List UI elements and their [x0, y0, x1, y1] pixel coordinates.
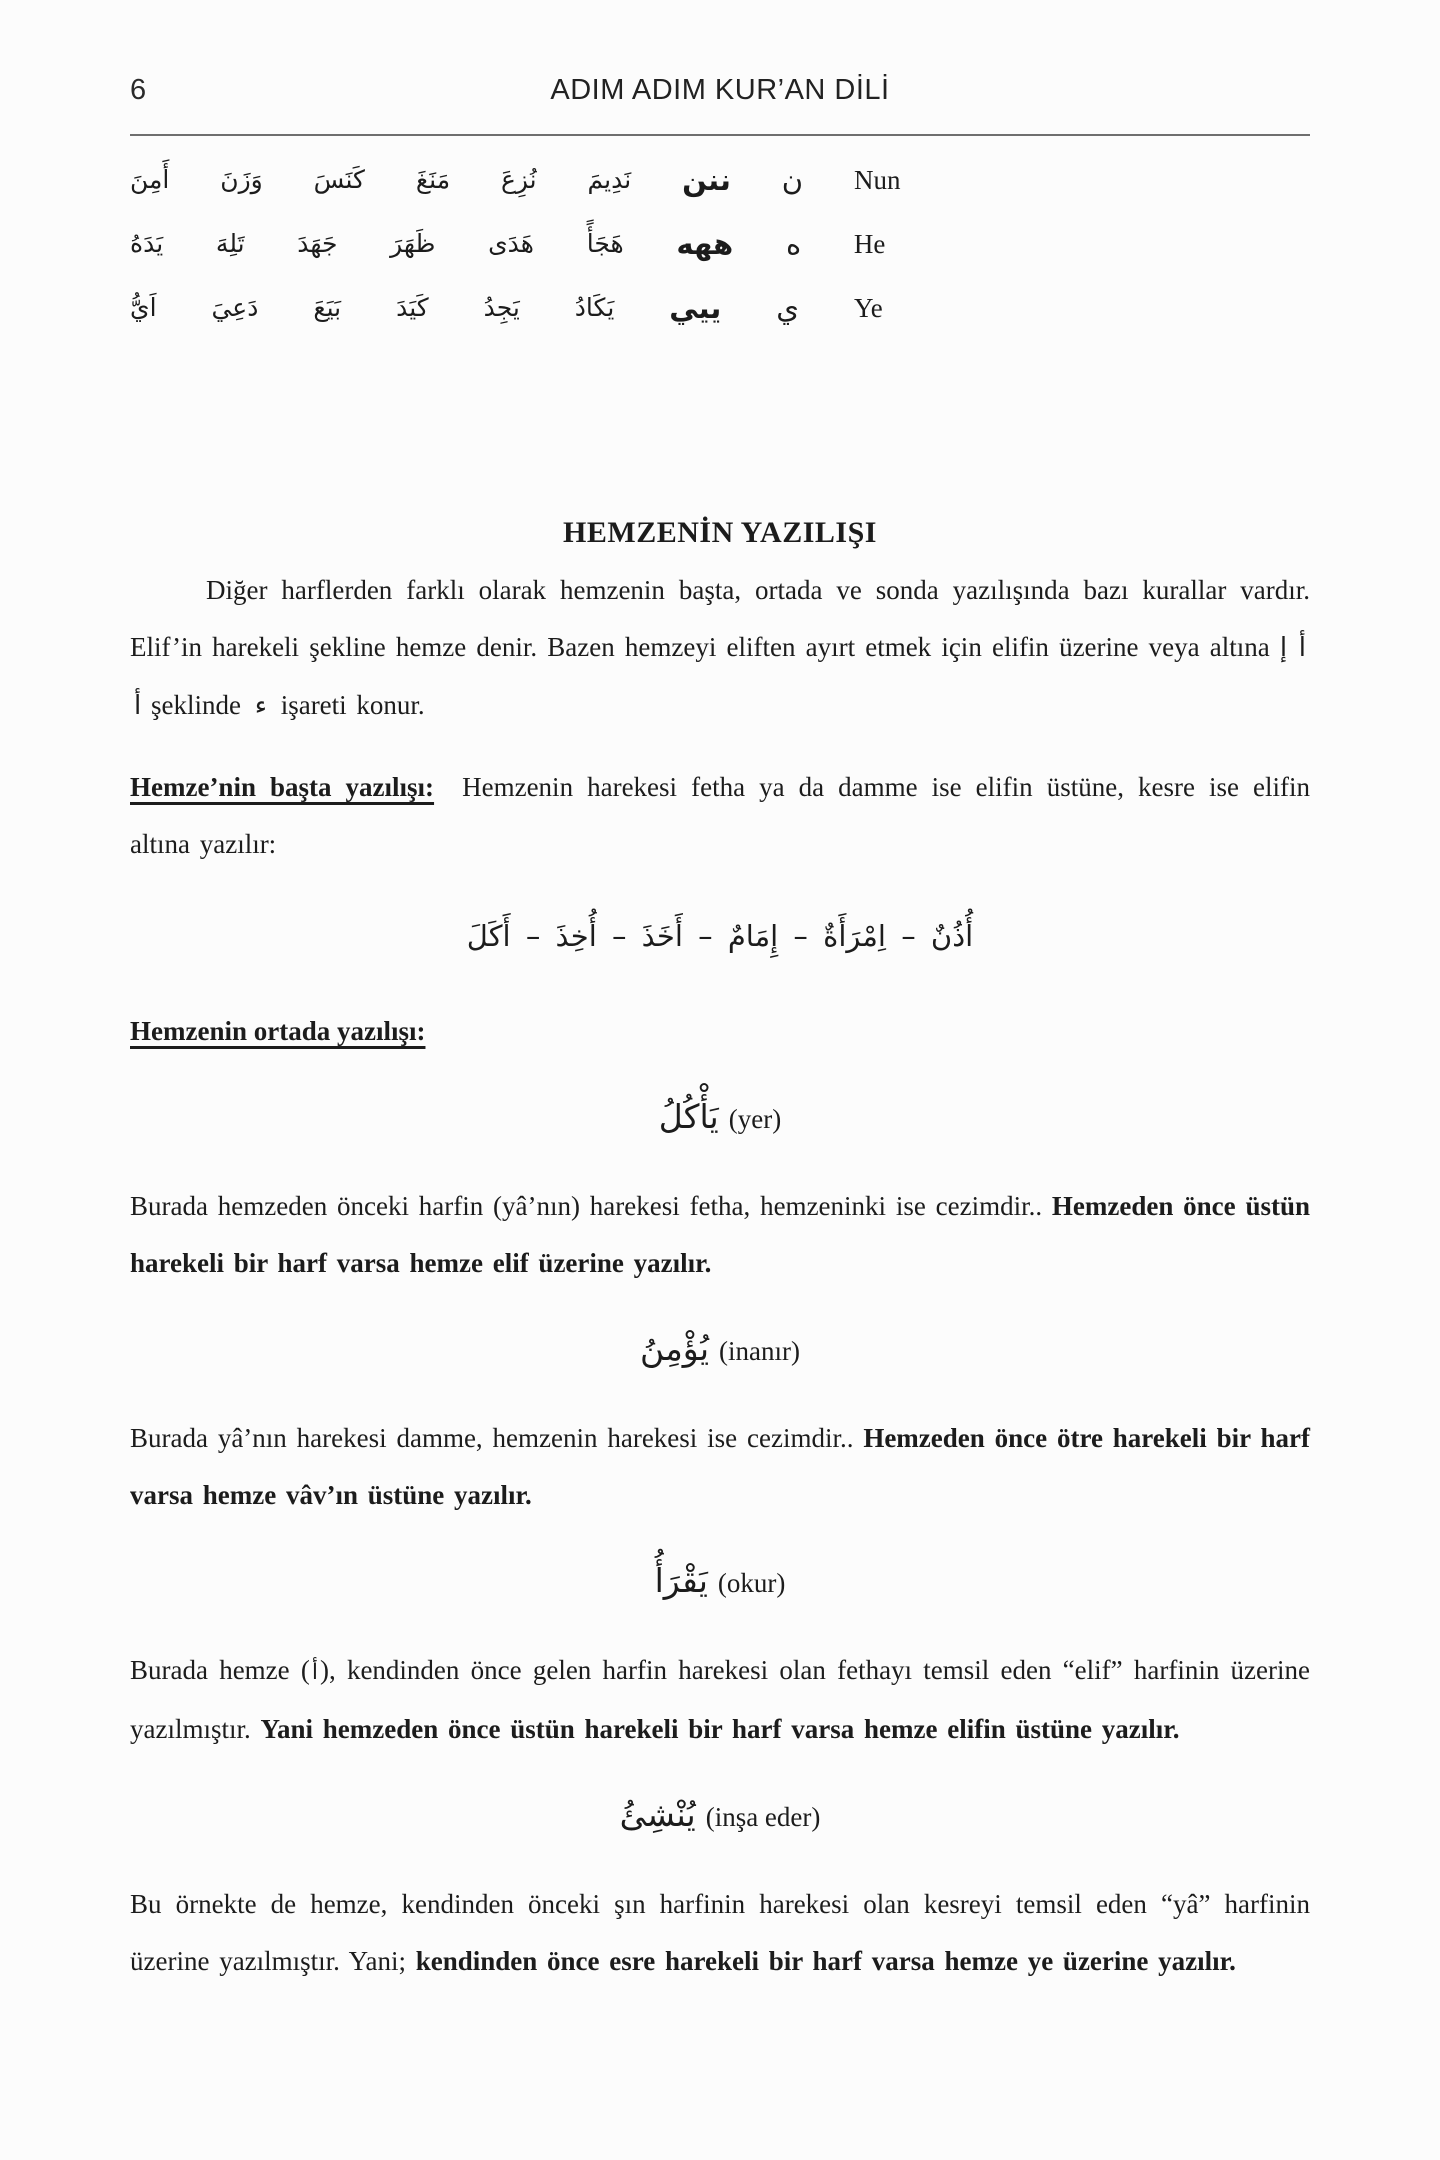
example-word: نَدِيمَ: [587, 165, 632, 194]
example-okur: [130, 1544, 1310, 1618]
explanation-rule-bold: kendinden önce esre harekeli bir harf varsa hemze ye üzerine yazılır.: [415, 1946, 1236, 1976]
inline-arabic-hamza-forms: أ إ أ: [134, 633, 1307, 721]
inline-arabic-alif-hamza: أ: [311, 1660, 318, 1685]
example-gloss: (okur): [717, 1568, 786, 1598]
example-word: يَكَادُ: [574, 293, 615, 322]
explanation-text: Burada hemzeden önceki harfin (yâ’nın) harekesi fetha, hemzeninki ise cezimdir..: [130, 1191, 1043, 1221]
example-word: يَدَهُ: [130, 229, 164, 258]
example-arabic-word: يُنْشِئُ: [619, 1795, 696, 1834]
letter-name-label: Ye: [853, 292, 883, 323]
example-word: كَنَسَ: [313, 165, 365, 194]
basta-text: Hemzenin harekesi fetha ya da damme ise elifin üstüne, kesre ise elifin altına yazılır:: [130, 772, 1310, 859]
explanation-text: Burada yâ’nın harekesi damme, hemzenin harekesi ise cezimdir..: [130, 1423, 854, 1453]
inline-arabic-hamza-sign: ء: [254, 691, 267, 721]
example-insa-eder: [130, 1778, 1310, 1852]
example-word: دَعِيَ: [211, 293, 259, 322]
example-arabic-word: يَقْرَأُ: [654, 1561, 708, 1600]
explanation-text: Burada hemze (: [130, 1655, 310, 1685]
example-word: جَهَدَ: [297, 229, 338, 258]
example-word: مَنَغَ: [415, 165, 451, 194]
example-word: أَمِنَ: [130, 165, 170, 194]
section-title: HEMZENİN YAZILIŞI: [563, 516, 877, 549]
intro-text-3: işareti konur.: [280, 690, 425, 720]
example-word: نُزِعَ: [500, 165, 537, 194]
example-inanir: [130, 1312, 1310, 1386]
example-word: تَلِهَ: [215, 229, 245, 258]
example-word: يَجِدُ: [483, 293, 520, 322]
page-number: 6: [130, 74, 147, 106]
header-rule: [130, 134, 1310, 136]
letter-name-label: Nun: [853, 164, 901, 195]
arabic-letter: ي: [776, 291, 799, 325]
intro-text-2: şeklinde: [150, 690, 241, 720]
explanation-rule-bold: Yani hemzeden önce üstün harekeli bir harf varsa hemze elifin üstüne yazılır.: [260, 1714, 1180, 1744]
letter-name-label: He: [853, 228, 886, 259]
basta-paragraph: [130, 759, 1310, 873]
example-gloss: (yer): [728, 1104, 782, 1134]
arabic-letter-triple: ننن: [682, 163, 731, 197]
table-row-he: [130, 212, 912, 276]
explanation-paragraph-3: [130, 1642, 1310, 1758]
intro-paragraph: [130, 562, 1310, 735]
ortada-heading-row: [130, 1003, 1310, 1060]
letter-practice-table: [130, 148, 912, 340]
explanation-text: ), kendinden önce gelen harfin harekesi olan fethayı temsil eden “elif” harfinin üzerine yazılmıştır.: [130, 1655, 1310, 1744]
example-word: هَجَأً: [586, 229, 624, 258]
page-header: [130, 0, 1310, 118]
explanation-rule-bold: Hemzeden önce ötre harekeli bir harf varsa hemze vâv’ın üstüne yazılır.: [130, 1423, 1310, 1510]
arabic-letter-triple: ييي: [669, 291, 722, 325]
example-arabic-word: يَأْكُلُ: [658, 1097, 719, 1136]
example-word: كَيَدَ: [396, 293, 429, 322]
arabic-letter: ن: [781, 163, 804, 197]
explanation-paragraph-2: [130, 1410, 1310, 1524]
basta-heading: Hemze’nin başta yazılışı:: [130, 772, 435, 802]
example-gloss: (inşa eder): [705, 1802, 821, 1832]
arabic-letter-triple: ههه: [676, 227, 734, 261]
explanation-text: Bu örnekte de hemze, kendinden önceki şın harfinin harekesi olan kesreyi temsil eden “yâ” harfinin üzerine yazılmıştır. Yani;: [130, 1889, 1310, 1976]
table-row-ye: [130, 276, 912, 340]
example-arabic-word: يُؤْمِنُ: [640, 1329, 710, 1368]
header-title: ADIM ADIM KUR’AN DİLİ: [550, 74, 890, 106]
example-yer: [130, 1080, 1310, 1154]
example-word: ظَهَرَ: [390, 229, 436, 258]
explanation-rule-bold: Hemzeden önce üstün harekeli bir harf varsa hemze elif üzerine yazılır.: [130, 1191, 1311, 1278]
table-row-nun: [130, 148, 912, 212]
ortada-heading: Hemzenin ortada yazılışı:: [130, 1016, 426, 1046]
explanation-paragraph-1: [130, 1178, 1310, 1292]
basta-arabic-examples: أُذُنٌ – اِمْرَأَةٌ – إِمَامٌ – أَخَذَ – أُخِذَ – أَكَلَ: [466, 919, 974, 953]
example-word: اَيُّ: [130, 293, 157, 322]
example-word: وَزَنَ: [220, 165, 263, 194]
explanation-paragraph-4: [130, 1876, 1310, 1990]
example-word: بَيَعَ: [313, 293, 342, 322]
arabic-letter: ه: [785, 227, 802, 261]
example-gloss: (inanır): [719, 1336, 800, 1366]
example-word: هَدَى: [488, 229, 534, 258]
intro-text-1: Diğer harflerden farklı olarak hemzenin başta, ortada ve sonda yazılışında bazı kurallar vardır. Elif’in harekeli şekline hemze denir. Bazen hemzeyi eliften ayırt etmek için elifin üzerine veya altına: [130, 575, 1310, 662]
